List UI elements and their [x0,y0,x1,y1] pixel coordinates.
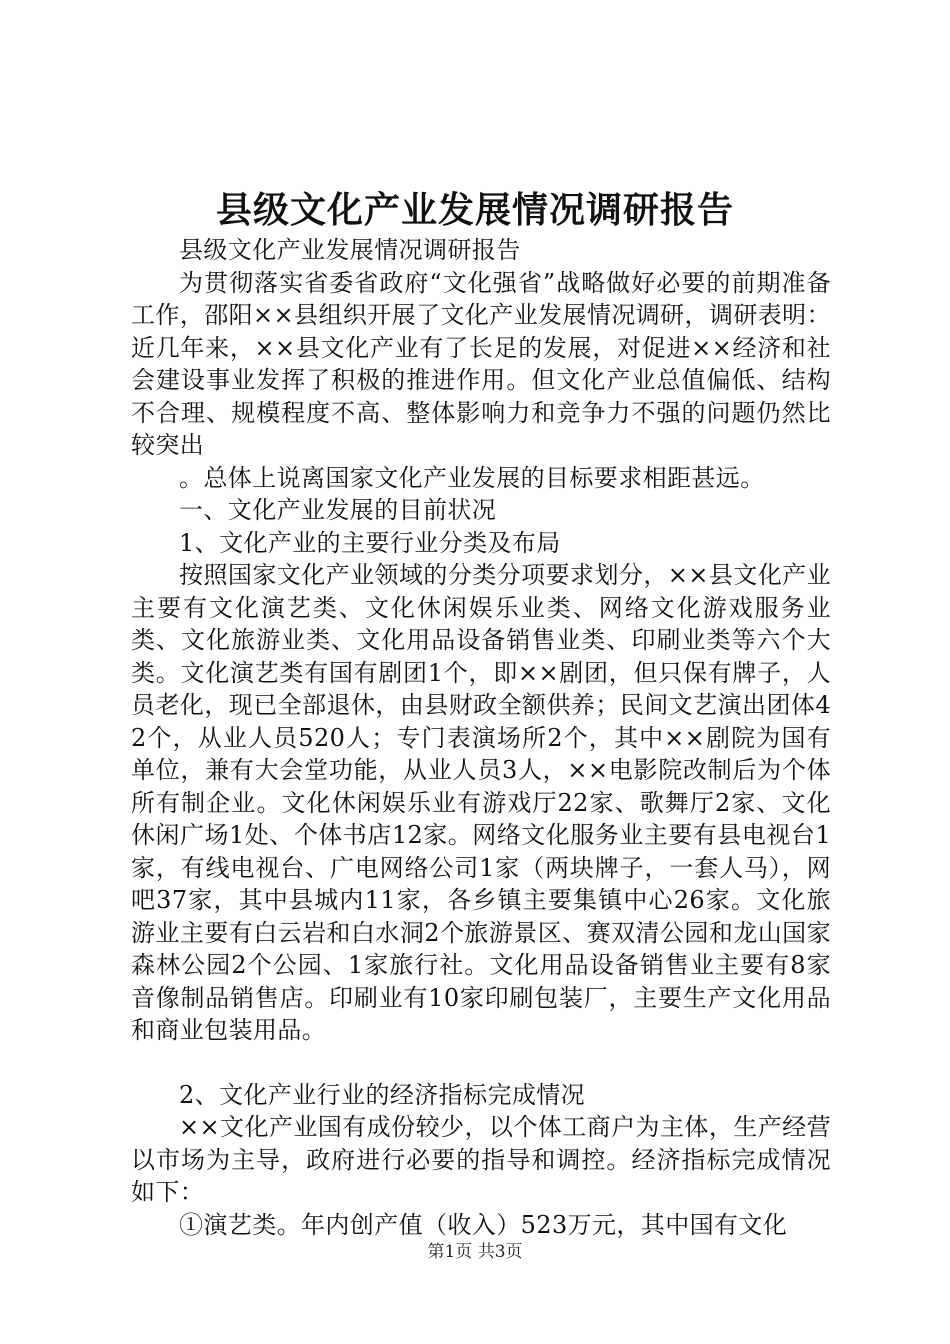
paragraph-intro: 为贯彻落实省委省政府“文化强省”战略做好必要的前期准备工作，邵阳××县组织开展了文化产业发展情况调研，调研表明：近几年来，××县文化产业有了长足的发展，对促进××经济和社会建设事业发挥了积极的推进作用。但文化产业总值偏低、结构不合理、规模程度不高、整体影响力和竞争力不强的问题仍然比较突出 [131,268,831,459]
subsection-heading-1-2: 2、文化产业行业的经济指标完成情况 [179,1080,586,1109]
paragraph-industry-classification: 按照国家文化产业领域的分类分项要求划分，××县文化产业主要有文化演艺类、文化休闲娱乐业类、网络文化游戏服务业类、文化旅游业类、文化用品设备销售业类、印刷业类等六个大类。文化演艺类有国有剧团1个，即××剧团，但只保有牌子，人员老化，现已全部退休，由县财政全额供养；民间文艺演出团体42个，从业人员520人；专门表演场所2个，其中××剧院为国有单位，兼有大会堂功能，从业人员3人，××电影院改制后为个体所有制企业。文化休闲娱乐业有游戏厅22家、歌舞厅2家、文化休闲广场1处、个体书店12家。网络文化服务业主要有县电视台1家，有线电视台、广电网络公司1家（两块牌子，一套人马），网吧37家，其中县城内11家，各乡镇主要集镇中心26家。文化旅游业主要有白云岩和白水洞2个旅游景区、赛双清公园和龙山国家森林公园2个公园、1家旅行社。文化用品设备销售业主要有8家音像制品销售店。印刷业有10家印刷包装厂，主要生产文化用品和商业包装用品。 [131,561,831,1044]
subsection-heading-1-1: 1、文化产业的主要行业分类及布局 [179,528,561,557]
section-heading-1: 一、文化产业发展的目前状况 [179,496,497,524]
document-title: 县级文化产业发展情况调研报告 [215,189,734,231]
document-body [131,234,831,1241]
paragraph-subtitle: 县级文化产业发展情况调研报告 [179,236,521,264]
paragraph-summary: 。总体上说离国家文化产业发展的目标要求相距甚远。 [179,463,765,492]
paragraph-performing-arts: ①演艺类。年内创产值（收入）523万元，其中国有文化 [179,1210,788,1239]
page-footer: 第1页 共3页 [427,1242,523,1262]
paragraph-economic-indicators: ××文化产业国有成份较少，以个体工商户为主体，生产经营以市场为主导，政府进行必要的指导和调控。经济指标完成情况如下： [131,1113,831,1206]
